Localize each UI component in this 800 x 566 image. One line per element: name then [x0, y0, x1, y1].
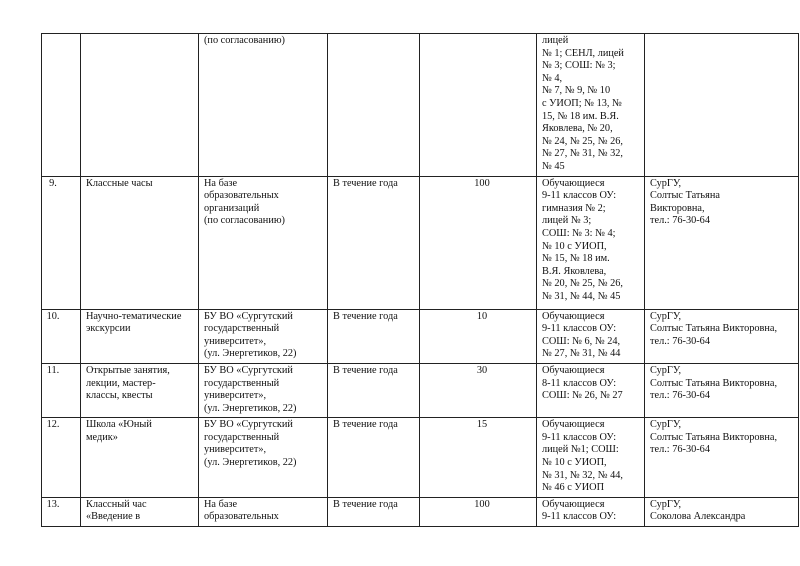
event-responsible — [645, 34, 799, 177]
event-name: Классный час «Введение в — [81, 497, 199, 526]
event-time: В течение года — [328, 497, 420, 526]
event-place: (по согласованию) — [199, 34, 328, 177]
row-number: 12. — [42, 418, 81, 498]
row-number: 10. — [42, 309, 81, 363]
participant-count: 30 — [420, 363, 537, 417]
event-participants: Обучающиеся 8-11 классов ОУ: СОШ: № 26, № 27 — [537, 363, 645, 417]
event-place: На базе образовательных организаций (по согласованию) — [199, 176, 328, 309]
event-responsible: СурГУ, Солтыс Татьяна Викторовна, тел.: 76-30-64 — [645, 309, 799, 363]
row-number — [42, 34, 81, 177]
event-participants: Обучающиеся 9-11 классов ОУ: СОШ: № 6, № 24, № 27, № 31, № 44 — [537, 309, 645, 363]
row-number: 11. — [42, 363, 81, 417]
table-row — [42, 363, 799, 417]
event-name: Школа «Юный медик» — [81, 418, 199, 498]
event-time — [328, 34, 420, 177]
event-responsible: СурГУ, Солтыс Татьяна Викторовна, тел.: 76-30-64 — [645, 176, 799, 309]
event-participants: Обучающиеся 9-11 классов ОУ: гимназия № 2; лицей № 3; СОШ: № 3: № 4; № 10 с УИОП, № 15, № 18 им. В.Я. Яковлева, № 20, № 25, № 26, № 31, № 44, № 45 — [537, 176, 645, 309]
event-responsible: СурГУ, Солтыс Татьяна Викторовна, тел.: 76-30-64 — [645, 363, 799, 417]
table-row — [42, 418, 799, 498]
event-participants: лицей № 1; СЕНЛ, лицей № 3; СОШ: № 3; № 4, № 7, № 9, № 10 с УИОП; № 13, № 15, № 18 им. В.Я. Яковлева, № 20, № 24, № 25, № 26, № 27, № 31, № 32, № 45 — [537, 34, 645, 177]
event-time: В течение года — [328, 309, 420, 363]
event-participants: Обучающиеся 9-11 классов ОУ: лицей №1; СОШ: № 10 с УИОП, № 31, № 32, № 44, № 46 с УИОП — [537, 418, 645, 498]
event-place: На базе образовательных — [199, 497, 328, 526]
event-place: БУ ВО «Сургутский государственный университет», (ул. Энергетиков, 22) — [199, 418, 328, 498]
event-responsible: СурГУ, Соколова Александра — [645, 497, 799, 526]
participant-count: 15 — [420, 418, 537, 498]
event-name: Научно-тематические экскурсии — [81, 309, 199, 363]
participant-count: 100 — [420, 176, 537, 309]
event-participants: Обучающиеся 9-11 классов ОУ: — [537, 497, 645, 526]
participant-count: 10 — [420, 309, 537, 363]
event-responsible: СурГУ, Солтыс Татьяна Викторовна, тел.: 76-30-64 — [645, 418, 799, 498]
event-name — [81, 34, 199, 177]
table-row — [42, 497, 799, 526]
event-name: Классные часы — [81, 176, 199, 309]
event-place: БУ ВО «Сургутский государственный университет», (ул. Энергетиков, 22) — [199, 363, 328, 417]
events-table — [41, 33, 799, 527]
event-time: В течение года — [328, 363, 420, 417]
row-number: 13. — [42, 497, 81, 526]
table-row — [42, 34, 799, 177]
row-number: 9. — [42, 176, 81, 309]
event-time: В течение года — [328, 418, 420, 498]
table-row — [42, 309, 799, 363]
event-place: БУ ВО «Сургутский государственный университет», (ул. Энергетиков, 22) — [199, 309, 328, 363]
participant-count — [420, 34, 537, 177]
participant-count: 100 — [420, 497, 537, 526]
event-name: Открытые занятия, лекции, мастер- классы, квесты — [81, 363, 199, 417]
table-row — [42, 176, 799, 309]
event-time: В течение года — [328, 176, 420, 309]
